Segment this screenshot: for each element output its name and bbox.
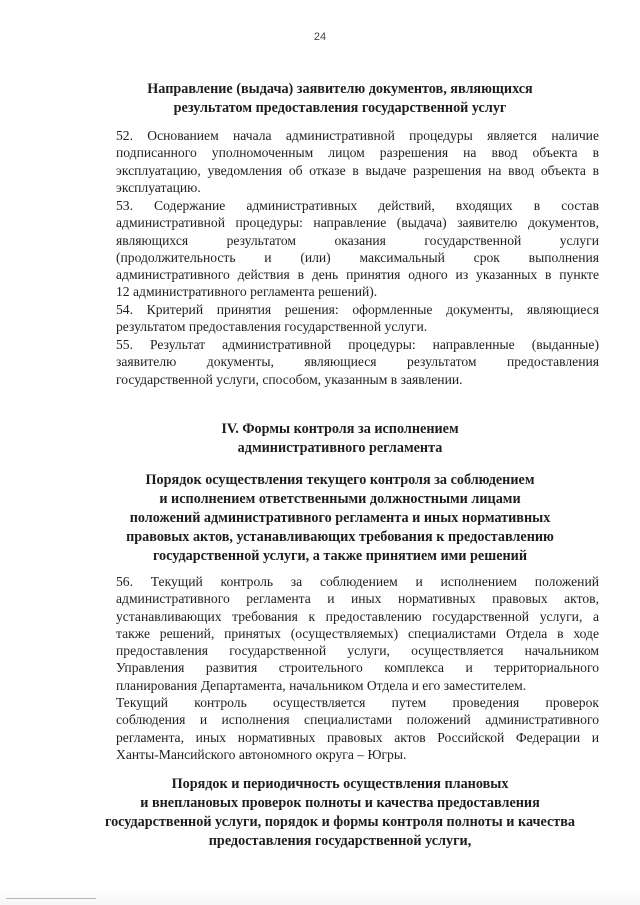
- heading-line: и исполнением ответственными должностными лицами: [159, 491, 521, 507]
- text-line: 56. Текущий контроль за соблюдением и исполнением положений: [116, 574, 599, 589]
- text-line: административного регламента и иных нормативных правовых актов,: [116, 591, 599, 607]
- text-line: подписанного уполномоченным лицом разрешения на ввод объекта в: [116, 145, 599, 161]
- heading-line: IV. Формы контроля за исполнением: [221, 421, 459, 437]
- text-line: Текущий контроль осуществляется путем проведения проверок: [116, 695, 599, 710]
- text-line: 52. Основанием начала административной процедуры является наличие: [116, 128, 599, 143]
- text-line: административного действия в день принятия одного из указанных в пункте: [116, 267, 599, 283]
- scan-bottom-edge: [0, 891, 640, 905]
- text-line: 53. Содержание административных действий, входящих в состав: [116, 198, 599, 213]
- heading-line: административного регламента: [237, 440, 443, 456]
- heading-line: государственной услуги, порядок и формы контроля полноты и качества: [105, 814, 575, 830]
- text-line: Управления развития строительного комплекса и территориального: [116, 660, 599, 676]
- text-line: регламента, иных нормативных правовых актов Российской Федерации и: [116, 729, 599, 745]
- text-line: устанавливающих требования к предоставлению государственной услуги, а: [116, 608, 599, 624]
- heading-line: Порядок и периодичность осуществления плановых: [171, 776, 509, 792]
- paragraph-56-continuation: [88, 694, 599, 763]
- paragraph-53: [88, 197, 599, 301]
- heading-line: Порядок осуществления текущего контроля за соблюдением: [145, 472, 535, 488]
- paragraph-55: [88, 336, 599, 388]
- chapter-heading-control-forms: [80, 420, 600, 458]
- scan-artifact-line: [6, 898, 96, 899]
- text-line: являющихся результатом оказания государственной услуги: [116, 232, 599, 248]
- heading-line: государственной услуги, а также принятием ими решений: [152, 548, 528, 564]
- text-line: предоставления государственной услуги, осуществляется начальником: [116, 643, 599, 659]
- text-line: административной процедуры: направление (выдача) заявителю документов,: [116, 215, 599, 231]
- heading-line: Направление (выдача) заявителю документов, являющихся: [147, 81, 533, 97]
- text-line: Ханты-Мансийского автономного округа – Югры.: [116, 746, 407, 762]
- text-line: результатом предоставления государственной услуги.: [116, 319, 428, 335]
- heading-line: предоставления государственной услуги,: [208, 833, 472, 849]
- text-line: (продолжительность и (или) максимальный срок выполнения: [116, 249, 599, 265]
- paragraph-52: [88, 127, 599, 196]
- text-line: заявителю документы, являющиеся результатом предоставления: [116, 354, 599, 370]
- text-line: 12 административного регламента решений).: [116, 284, 378, 300]
- section-heading-current-control: [80, 471, 600, 566]
- section-heading-planned-inspections: [80, 775, 600, 851]
- heading-line: правовых актов, устанавливающих требования к предоставлению: [126, 529, 554, 545]
- section-heading-document-issuance: [80, 80, 600, 118]
- heading-line: результатом предоставления государственной услуг: [173, 100, 507, 116]
- text-line: соблюдения и исполнения специалистами положений административного: [116, 712, 599, 728]
- text-line: 55. Результат административной процедуры: направленные (выданные): [116, 337, 599, 352]
- text-line: эксплуатацию, уведомления об отказе в выдаче разрешения на ввод объекта в: [116, 162, 599, 178]
- paragraph-54: [88, 301, 599, 336]
- text-line: также решений, принятых (осуществляемых) специалистами Отдела в ходе: [116, 625, 599, 641]
- paragraph-56: [88, 573, 599, 694]
- text-line: планирования Департамента, начальником Отдела и его заместителем.: [116, 677, 527, 693]
- text-line: 54. Критерий принятия решения: оформленные документы, являющиеся: [116, 302, 599, 317]
- page-number: 24: [313, 31, 327, 43]
- heading-line: положений административного регламента и иных нормативных: [129, 510, 551, 526]
- text-line: эксплуатацию.: [116, 179, 201, 195]
- text-line: государственной услуги, способом, указанным в заявлении.: [116, 371, 463, 387]
- heading-line: и внеплановых проверок полноты и качества предоставления: [140, 795, 540, 811]
